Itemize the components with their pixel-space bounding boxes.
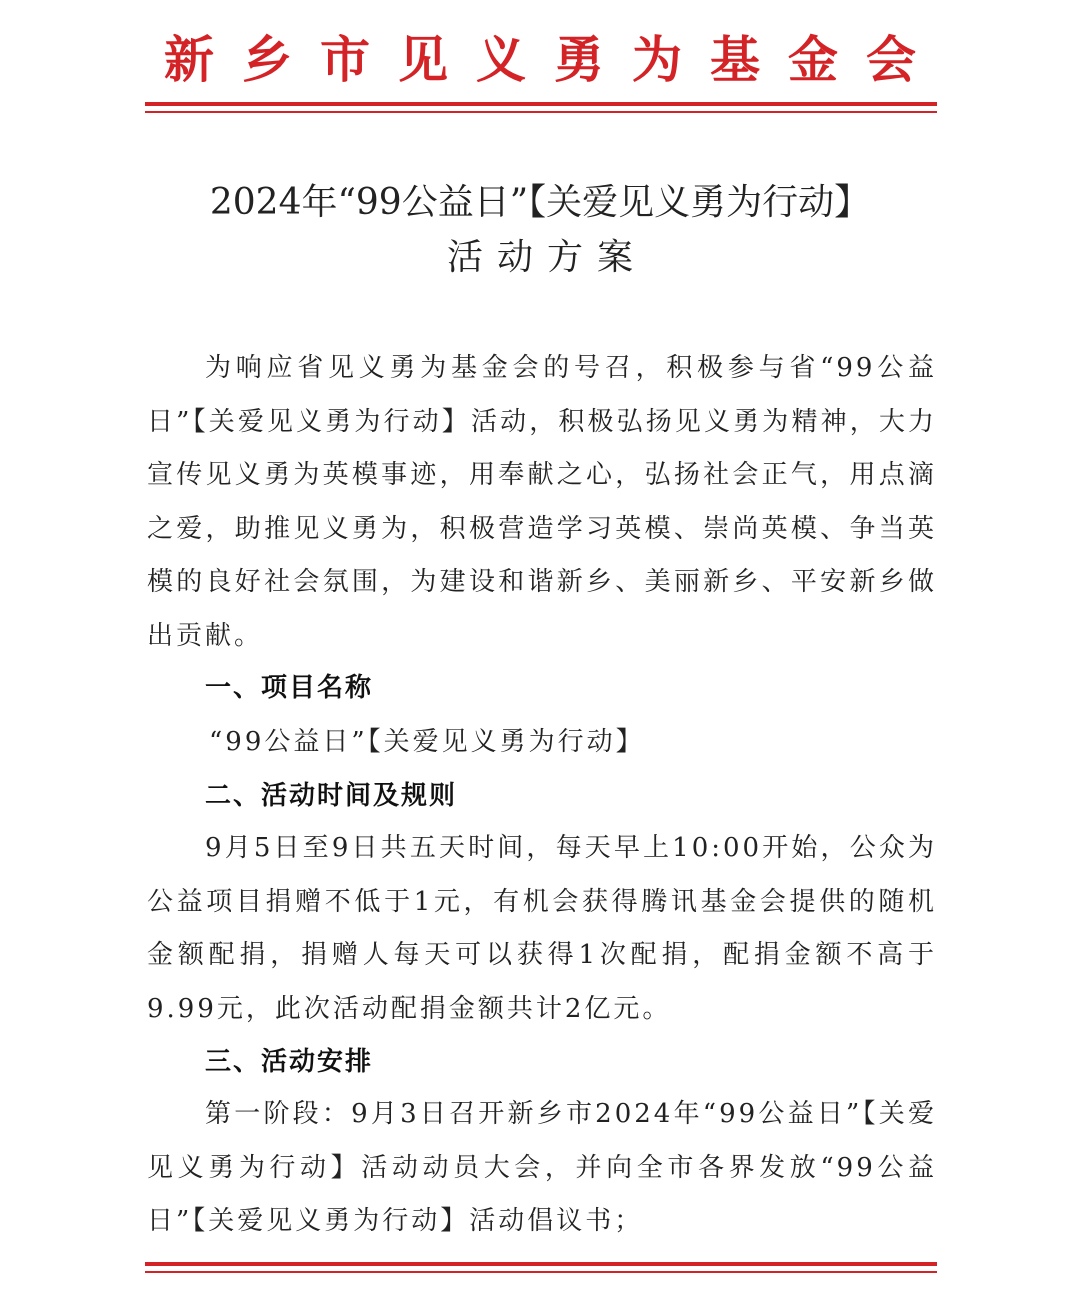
header-red-line-thick: [145, 102, 937, 106]
section-paragraph-project-name: [147, 716, 937, 770]
footer-red-line-thin: [145, 1271, 937, 1273]
document-title: 2024年“99公益日”【关爱见义勇为行动】: [209, 182, 871, 223]
section-text-arrangement: 第一阶段：9月3日召开新乡市2024年“99公益日”【关爱见义勇为行动】活动动员大会，并向全市各界发放“99公益日”【关爱见义勇为行动】活动倡议书；: [147, 1099, 937, 1236]
section-heading-project-name: 一、项目名称: [205, 673, 374, 703]
section-paragraph-time-rules: [147, 822, 937, 1036]
intro-text: 为响应省见义勇为基金会的号召，积极参与省“99公益日”【关爱见义勇为行动】活动，积极弘扬见义勇为精神，大力宣传见义勇为英模事迹，用奉献之心，弘扬社会正气，用点滴之爱，助推见义勇为，积极营造学习英模、崇尚英模、争当英模的良好社会氛围，为建设和谐新乡、美丽新乡、平安新乡做出贡献。: [147, 353, 937, 651]
intro-paragraph: [147, 342, 937, 663]
section-heading-time-rules: 二、活动时间及规则: [205, 781, 458, 811]
organization-letterhead: 新乡市见义勇为基金会: [164, 31, 944, 89]
section-text-time-rules: 9月5日至9日共五天时间，每天早上10:00开始，公众为公益项目捐赠不低于1元，有机会获得腾讯基金会提供的随机金额配捐，捐赠人每天可以获得1次配捐，配捐金额不高于9.99元，此次活动配捐金额共计2亿元。: [147, 833, 937, 1024]
section-text-project-name: “99公益日”【关爱见义勇为行动】: [209, 727, 645, 757]
document-subtitle: 活动方案: [446, 237, 647, 278]
section-heading-arrangement: 三、活动安排: [205, 1047, 374, 1077]
header-red-line-thin: [145, 111, 937, 113]
footer-red-line-thick: [145, 1262, 937, 1266]
section-paragraph-arrangement: [147, 1088, 937, 1249]
